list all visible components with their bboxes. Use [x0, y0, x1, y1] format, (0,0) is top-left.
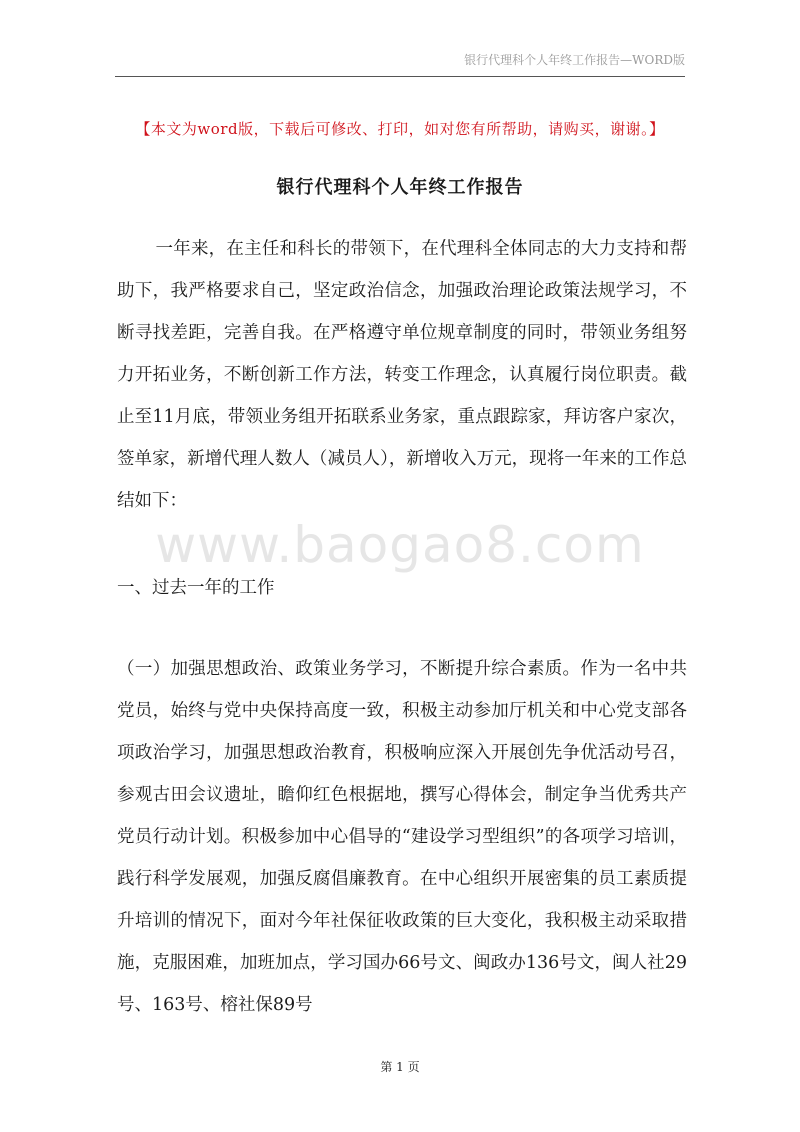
paragraph-study: （一）加强思想政治、政策业务学习，不断提升综合素质。作为一名中共党员，始终与党中央保持高度一致，积极主动参加厅机关和中心党支部各项政治学习，加强思想政治教育，积极响应深入开展创先争优活动号召，参观古田会议遗址，瞻仰红色根据地，撰写心得体会，制定争当优秀共产党员行动计划。积极参加中心倡导的“建设学习型组织”的各项学习培训，践行科学发展观，加强反腐倡廉教育。在中心组织开展密集的员工素质提升培训的情况下，面对今年社保征收政策的巨大变化，我积极主动采取措施，克服困难，加班加点，学习国办66号文、闽政办136号文，闽人社29号、163号、榕社保89号: [117, 659, 687, 1015]
watermark: www.baogao8.com: [155, 516, 645, 574]
paragraph-intro: 一年来，在主任和科长的带领下，在代理科全体同志的大力支持和帮助下，我严格要求自己，坚定政治信念，加强政治理论政策法规学习，不断寻找差距，完善自我。在严格遵守单位规章制度的同时，带领业务组努力开拓业务，不断创新工作方法，转变工作理念，认真履行岗位职责。截止至11月底，带领业务组开拓联系业务家，重点跟踪家，拜访客户家次，签单家，新增代理人数人（减员人），新增收入万元，现将一年来的工作总结如下：: [117, 239, 687, 511]
section-heading: 一、过去一年的工作: [117, 578, 275, 598]
purchase-notice: 【本文为word版，下载后可修改、打印，如对您有所帮助，请购买，谢谢。】: [135, 120, 665, 138]
running-header: [115, 50, 685, 77]
document-title: 银行代理科个人年终工作报告: [276, 177, 524, 198]
running-header-title: 银行代理科个人年终工作报告—WORD版: [464, 53, 685, 67]
page-number: 第 1 页: [380, 1060, 420, 1074]
